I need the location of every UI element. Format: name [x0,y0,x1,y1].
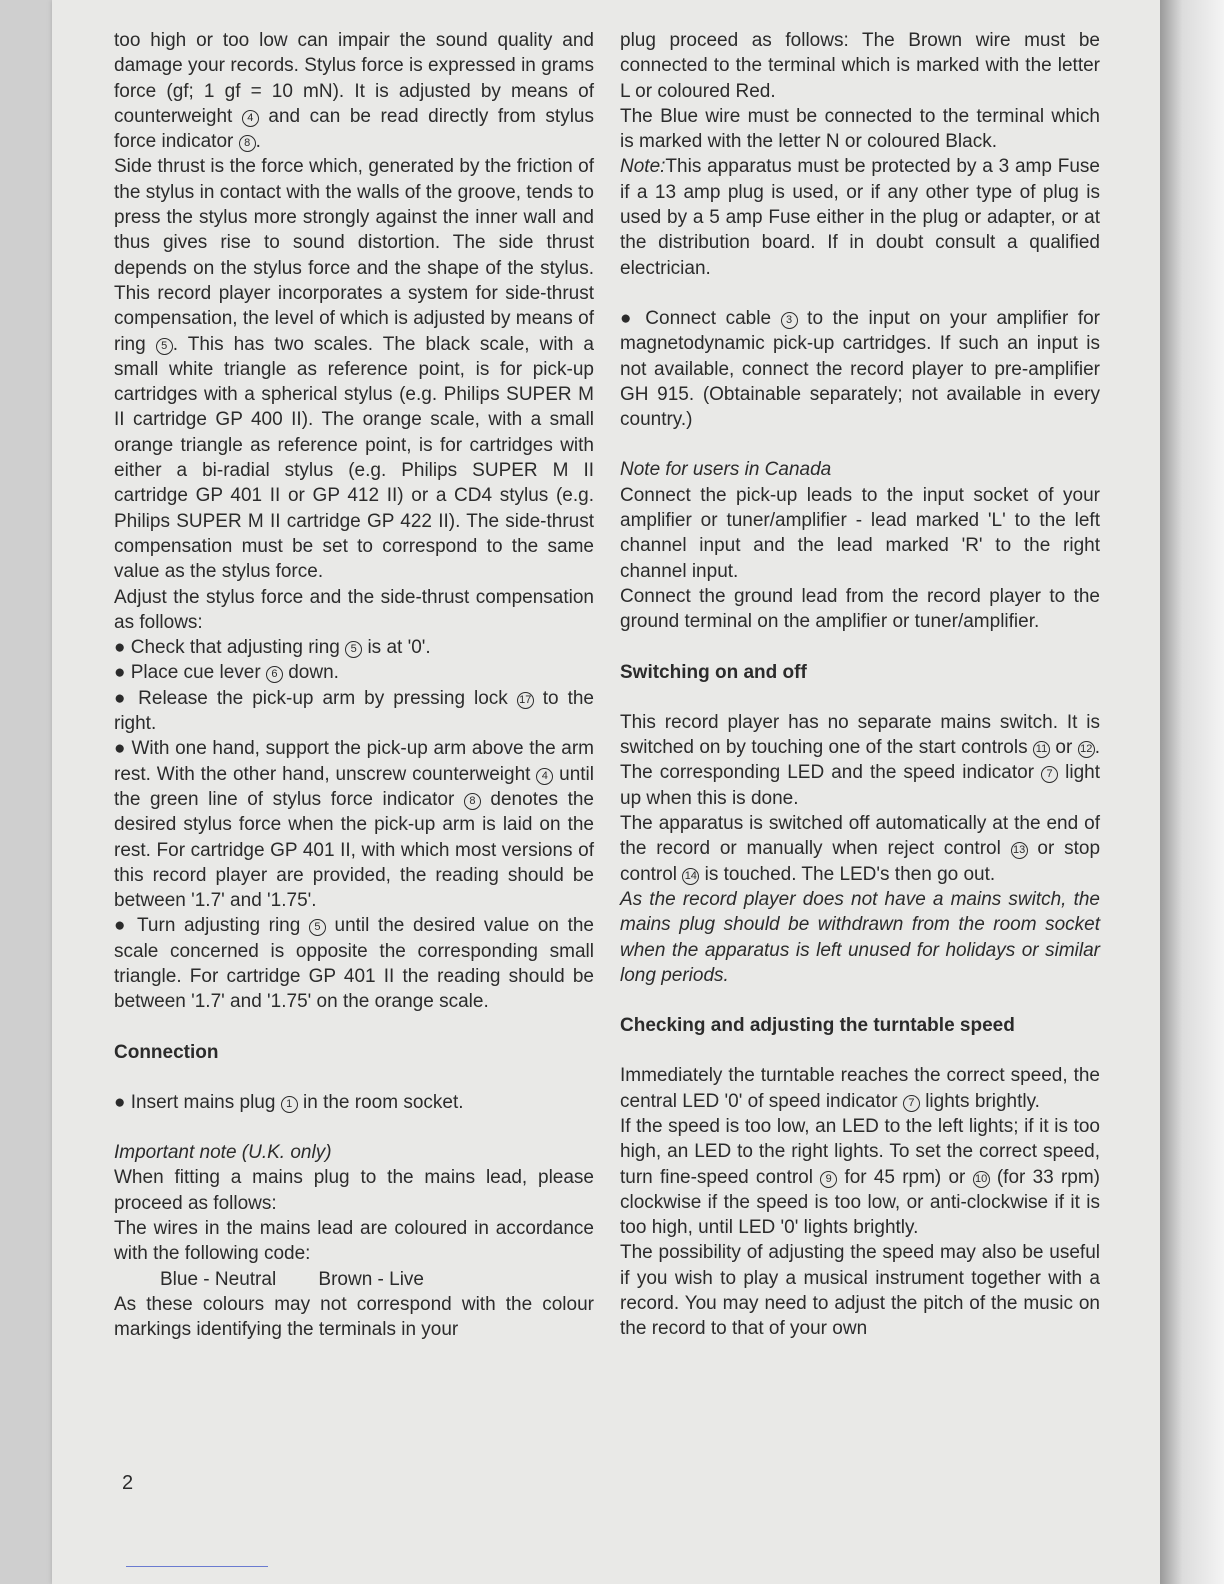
ref-number-icon: 10 [973,1171,990,1188]
page-number: 2 [122,1472,134,1494]
paragraph-blue-wire: The Blue wire must be connected to the terminal which is marked with the letter N or coloured Black. [620,105,1100,153]
right-column [620,28,1100,1342]
heading-switching: Switching on and off [620,661,807,683]
ref-number-icon: 7 [1041,766,1058,783]
bullet-check-ring: ● Check that adjusting ring 5 is at '0'. [114,637,431,659]
ref-number-icon: 5 [345,641,362,658]
bullet-cue-lever: ● Place cue lever 6 down. [114,662,339,684]
left-column [114,28,594,1343]
ref-number-icon: 5 [156,338,173,355]
paragraph-stylus-force: too high or too low can impair the sound quality and damage your records. Stylus force is expressed in grams force (gf; 1 gf = 10 mN). It is adjusted by means of counterweight 4 and can be read directly from stylus force indicator 8 . [114,30,595,153]
paragraph-switch-off: The apparatus is switched off automatically at the end of the record or manually when reject control 13 or stop control 14 is touched. The LED's then go out. [620,813,1101,885]
paragraph-mains-lead: When fitting a mains plug to the mains lead, please proceed as follows: [114,1167,594,1214]
ref-number-icon: 9 [820,1171,837,1188]
ref-number-icon: 1 [281,1096,298,1113]
bullet-mains-plug: ● Insert mains plug 1 in the room socket. [114,1091,464,1113]
paragraph-side-thrust: Side thrust is the force which, generated by the friction of the stylus in contact with the walls of the groove, tends to press the stylus more strongly against the inner wall and thus gives rise to sound distortion. The side thrust depends on the stylus force and the shape of the stylus. This record player incorporates a system for side-thrust compensation, the level of which is adjusted by means of ring 5 . This has two scales. The black scale, with a small white triangle as reference point, is for pick-up cartridges with a spherical stylus (e.g. Philips SUPER M II cartridge GP 400 II). The orange scale, with a small orange triangle as reference point, is for cartridges with either a bi-radial stylus (e.g. Philips SUPER M II cartridge GP 401 II or GP 412 II) or a CD4 stylus (e.g. Philips SUPER M II cartridge GP 422 II). The side-thrust compensation must be set to correspond to the same value as the stylus force. [114,156,594,583]
paragraph-fuse-note: Note:This apparatus must be protected by a 3 amp Fuse if a 13 amp plug is used, or if any other type of plug is used by a 5 amp Fuse either in the plug or adapter, or at the distribution board. If in doubt consult a qualified electrician. [620,156,1100,279]
subheading-uk-note: Important note (U.K. only) [114,1142,332,1164]
paragraph-switch-on: This record player has no separate mains switch. It is switched on by touching one of the start controls 11 or 12 . The corresponding LED and the speed indicator 7 light up when this is done. [620,711,1101,809]
paragraph-pickup-leads: Connect the pick-up leads to the input socket of your amplifier or tuner/amplifier - lead marked 'L' to the left channel input and the lead marked 'R' to the right channel input. [620,484,1100,582]
ref-number-icon: 4 [536,768,553,785]
ref-number-icon: 7 [903,1095,920,1112]
bullet-adjusting-ring: ● Turn adjusting ring 5 until the desired value on the scale concerned is opposite the corresponding small triangle. For cartridge GP 401 II the reading should be between '1.7' and '1.75' on the orange scale. [114,915,594,1013]
subheading-canada-note: Note for users in Canada [620,459,832,481]
paragraph-adjust-intro: Adjust the stylus force and the side-thrust compensation as follows: [114,586,594,633]
paragraph-ground-lead: Connect the ground lead from the record player to the ground terminal on the amplifier or tuner/amplifier. [620,585,1100,633]
paragraph-correct-speed: Immediately the turntable reaches the correct speed, the central LED '0' of speed indicator 7 lights brightly. [620,1065,1100,1112]
paragraph-mains-warning: As the record player does not have a mains switch, the mains plug should be withdrawn from the room socket when the apparatus is left unused for holidays or similar long periods. [620,888,1100,986]
heading-connection: Connection [114,1041,219,1063]
ref-number-icon: 13 [1011,842,1028,859]
page-edge-shadow [1160,0,1224,1584]
ref-number-icon: 12 [1078,741,1095,758]
bullet-connect-cable: ● Connect cable 3 to the input on your amplifier for magnetodynamic pick-up cartridges. If such an input is not available, connect the record player to pre-amplifier GH 915. (Obtainable separately; not available in every country.) [620,307,1101,431]
heading-turntable-speed: Checking and adjusting the turntable speed [620,1015,1015,1037]
ref-number-icon: 4 [242,110,259,127]
paragraph-pitch: The possibility of adjusting the speed may also be useful if you wish to play a musical instrument together with a record. You may need to adjust the pitch of the music on the record to that of your own [620,1242,1100,1340]
ref-number-icon: 3 [781,312,798,329]
ref-number-icon: 8 [239,135,256,152]
bullet-counterweight: ● With one hand, support the pick-up arm above the arm rest. With the other hand, unscrew counterweight 4 until the green line of stylus force indicator 8 denotes the desired stylus force when the pick-up arm is laid on the rest. For cartridge GP 401 II, with which most versions of this record player are provided, the reading should be between '1.7' and '1.75'. [114,738,594,912]
wire-colour-code: Blue - Neutral Brown - Live [160,1268,425,1290]
paragraph-brown-wire: plug proceed as follows: The Brown wire must be connected to the terminal which is marked with the letter L or coloured Red. [620,30,1100,102]
ref-number-icon: 8 [464,793,481,810]
ref-number-icon: 5 [309,919,326,936]
paragraph-colour-markings: As these colours may not correspond with the colour markings identifying the terminals in your [114,1293,594,1341]
footer-link-line [126,1566,268,1567]
paragraph-wire-colours: The wires in the mains lead are coloured in accordance with the following code: [114,1218,594,1265]
bullet-release-arm: ● Release the pick-up arm by pressing lock 17 to the right. [114,687,595,735]
ref-number-icon: 6 [266,666,283,683]
ref-number-icon: 14 [682,868,699,885]
paragraph-fine-speed: If the speed is too low, an LED to the left lights; if it is too high, an LED to the right lights. To set the correct speed, turn fine-speed control 9 for 45 rpm) or 10 (for 33 rpm) clockwise if the speed is too low, or anti-clockwise if it is too high, until LED '0' lights brightly. [620,1115,1101,1239]
ref-number-icon: 17 [517,692,534,709]
ref-number-icon: 11 [1033,741,1050,758]
